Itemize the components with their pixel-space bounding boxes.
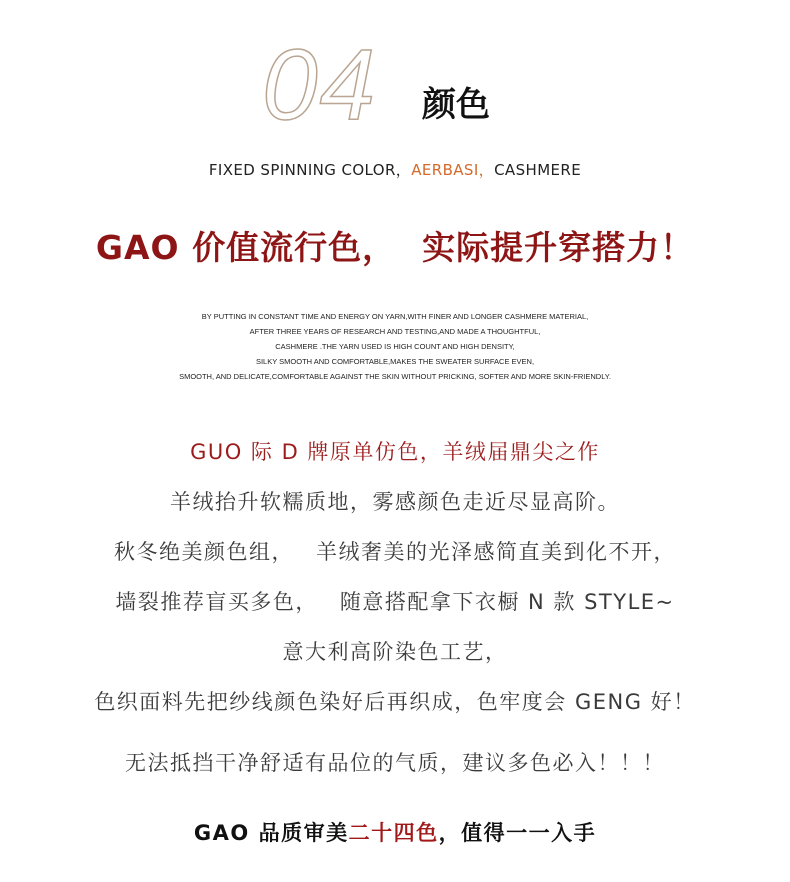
section-subtitle <box>0 158 790 182</box>
description-line: CASHMERE .THE YARN USED IS HIGH COUNT AND HIGH DENSITY, <box>275 342 515 351</box>
subtitle-accent: AERBASI， <box>411 161 495 179</box>
headline-part1: GAO 价值流行色， <box>95 228 397 267</box>
closing-part1: GAO 品质审美 <box>193 821 349 845</box>
body-line-3 <box>0 527 790 577</box>
subtitle-part1: FIXED SPINNING COLOR， <box>208 161 412 179</box>
section-header <box>0 30 790 140</box>
body-line-1: GUO 际 D 牌原单仿色，羊绒届鼎尖之作 <box>190 440 600 464</box>
body-line-2: 羊绒抬升软糯质地，雾感颜色走近尽显高阶。 <box>170 490 620 514</box>
body-line-7: 无法抵挡干净舒适有品位的气质，建议多色必入！！！ <box>125 751 665 775</box>
body-line-5: 意大利高阶染色工艺， <box>282 640 508 664</box>
description-line: BY PUTTING IN CONSTANT TIME AND ENERGY ON YARN,WITH FINER AND LONGER CASHMERE MATERIAL, <box>201 312 589 321</box>
body-line-3b: 羊绒奢美的光泽感简直美到化不开， <box>316 540 676 564</box>
description-line: SILKY SMOOTH AND COMFORTABLE,MAKES THE SWEATER SURFACE EVEN, <box>255 357 535 366</box>
body-line-6: 色织面料先把纱线颜色染好后再织成，色牢度会 GENG 好！ <box>94 690 696 714</box>
body-line-4 <box>0 577 790 627</box>
section-title: 颜色 <box>422 85 490 125</box>
closing-accent: 二十四色 <box>348 821 439 845</box>
description-line: AFTER THREE YEARS OF RESEARCH AND TESTING,AND MADE A THOUGHTFUL, <box>249 327 541 336</box>
closing-tagline <box>0 812 790 854</box>
headline-part2: 实际提升穿搭力！ <box>422 228 695 267</box>
headline <box>0 222 790 274</box>
body-line-4a: 墙裂推荐盲买多色， <box>115 590 318 614</box>
body-line-3a: 秋冬绝美颜色组， <box>114 540 294 564</box>
body-line-4b: 随意搭配拿下衣橱 N 款 STYLE~ <box>339 590 675 614</box>
english-description <box>0 309 790 384</box>
subtitle-part2: CASHMERE <box>494 161 582 179</box>
description-line: SMOOTH, AND DELICATE,COMFORTABLE AGAINST THE SKIN WITHOUT PRICKING, SOFTER AND MORE SKIN-FRIENDLY. <box>179 372 611 381</box>
section-number: 04 <box>262 29 378 141</box>
closing-part2: ，值得一一入手 <box>438 821 597 845</box>
